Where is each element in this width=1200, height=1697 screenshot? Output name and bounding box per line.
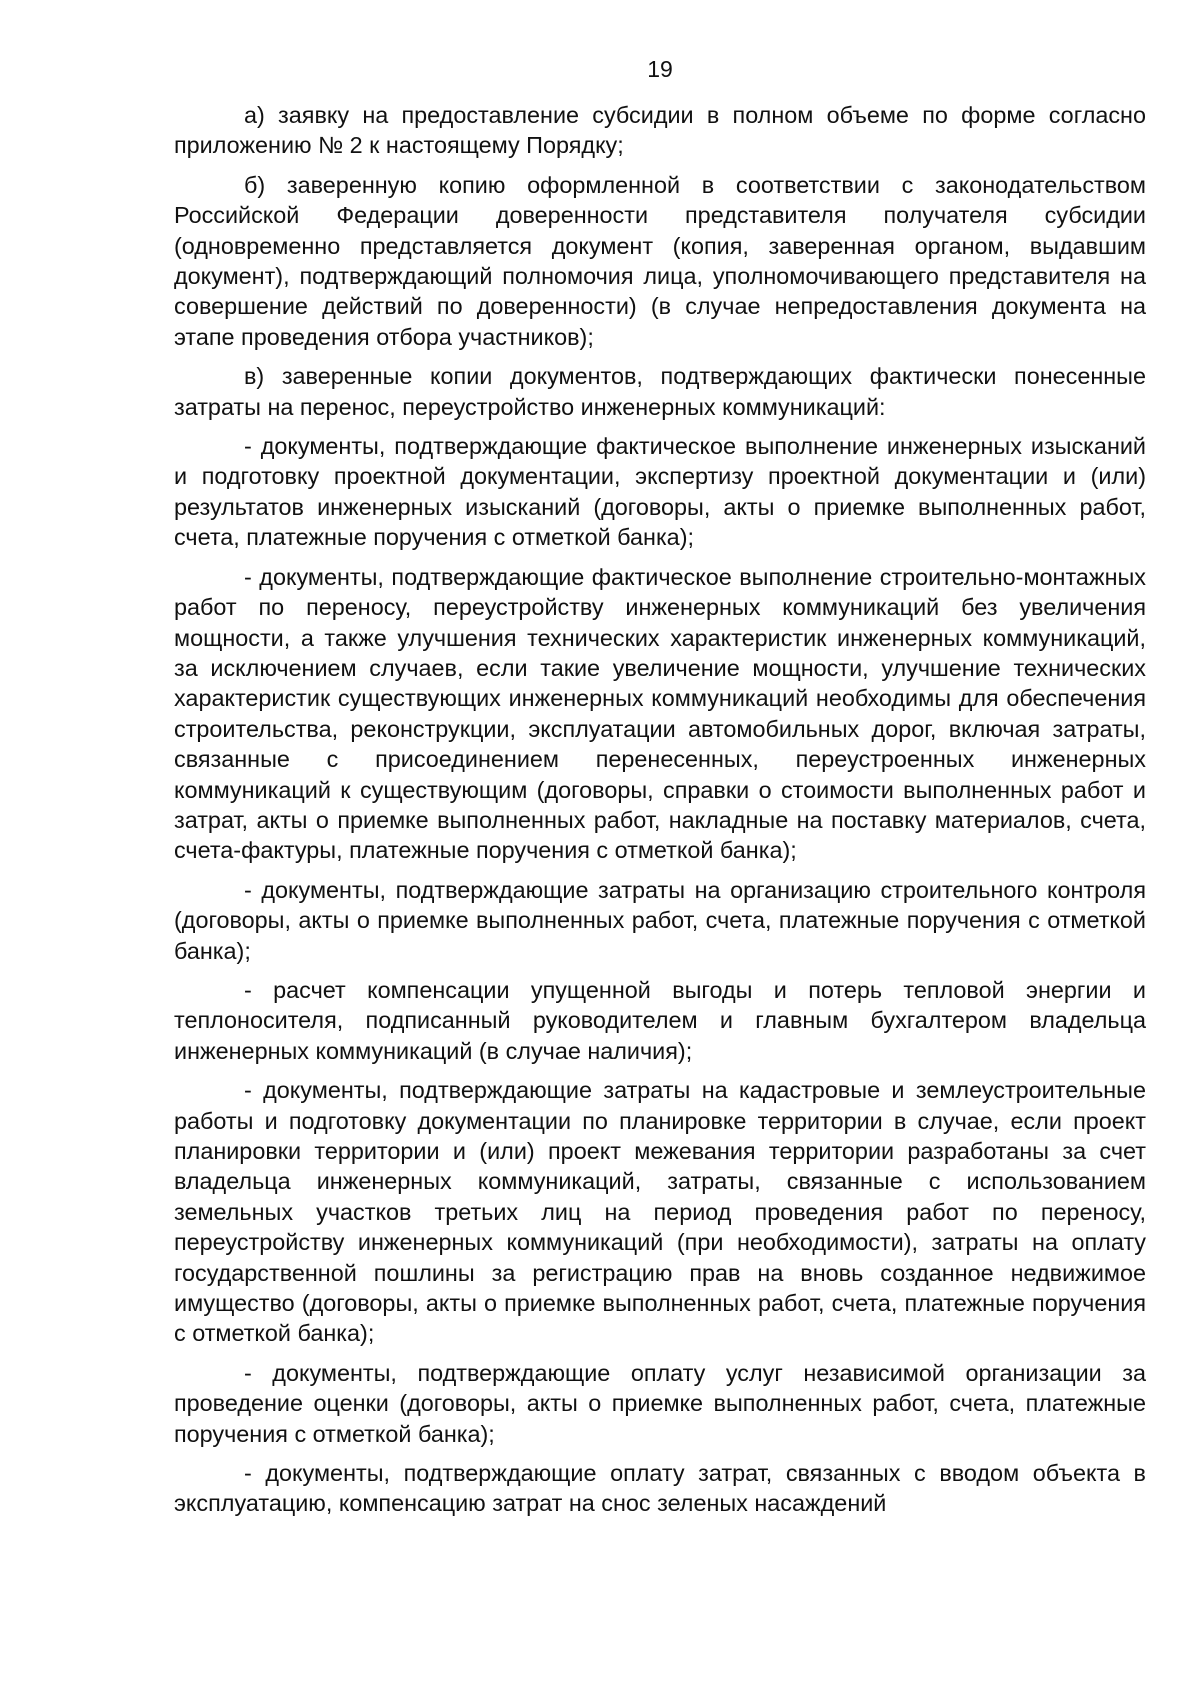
paragraph-b-power-of-attorney: б) заверенную копию оформленной в соответствии с законодательством Российской Федерации доверенности представителя получателя субсидии (одновременно представляется документ (копия, заверенная органом, выдавшим документ), подтверждающий полномочия лица, уполномочивающего представителя на совершение действий по доверенности) (в случае непредоставления документа на этапе проведения отбора участников); <box>174 171 1146 350</box>
page-number: 19 <box>647 56 673 82</box>
paragraph-c-cost-documents: в) заверенные копии документов, подтверждающих фактически понесенные затраты на перенос, переустройство инженерных коммуникаций: <box>174 363 1146 420</box>
list-item-construction-control: - документы, подтверждающие затраты на организацию строительного контроля (договоры, акты о приемке выполненных работ, счета, платежные поручения с отметкой банка); <box>174 876 1146 964</box>
list-item-cadastral-works: - документы, подтверждающие затраты на кадастровые и землеустроительные работы и подготовку документации по планировке территории в случае, если проект планировки территории и (или) проект межевания территории разработаны за счет владельца инженерных коммуникаций, затраты, связанные с использованием земельных участков третьих лиц на период проведения работ по переносу, переустройству инженерных коммуникаций (при необходимости), затраты на оплату государственной пошлины за регистрацию прав на вновь созданное недвижимое имущество (договоры, акты о приемке выполненных работ, счета, платежные поручения с отметкой банка); <box>174 1077 1146 1347</box>
list-item-engineering-surveys: - документы, подтверждающие фактическое выполнение инженерных изысканий и подготовку проектной документации, экспертизу проектной документации и (или) результатов инженерных изысканий (договоры, акты о приемке выполненных работ, счета, платежные поручения с отметкой банка); <box>174 433 1146 551</box>
list-item-lost-profit-calculation: - расчет компенсации упущенной выгоды и потерь тепловой энергии и теплоносителя, подписанный руководителем и главным бухгалтером владельца инженерных коммуникаций (в случае наличия); <box>174 976 1146 1064</box>
list-item-commissioning-costs: - документы, подтверждающие оплату затрат, связанных с вводом объекта в эксплуатацию, компенсацию затрат на снос зеленых насаждений <box>174 1460 1146 1517</box>
list-item-independent-valuation: - документы, подтверждающие оплату услуг независимой организации за проведение оценки (договоры, акты о приемке выполненных работ, счета, платежные поручения с отметкой банка); <box>174 1359 1146 1447</box>
paragraph-a-application: а) заявку на предоставление субсидии в полном объеме по форме согласно приложению № 2 к настоящему Порядку; <box>174 102 1146 159</box>
list-item-construction-works: - документы, подтверждающие фактическое выполнение строительно-монтажных работ по переносу, переустройству инженерных коммуникаций без увеличения мощности, а также улучшения технических характеристик инженерных коммуникаций, за исключением случаев, если такие увеличение мощности, улучшение технических характеристик существующих инженерных коммуникаций необходимы для обеспечения строительства, реконструкции, эксплуатации автомобильных дорог, включая затраты, связанные с присоединением перенесенных, переустроенных инженерных коммуникаций к существующим (договоры, справки о стоимости выполненных работ и затрат, акты о приемке выполненных работ, накладные на поставку материалов, счета, счета-фактуры, платежные поручения с отметкой банка); <box>174 563 1146 864</box>
